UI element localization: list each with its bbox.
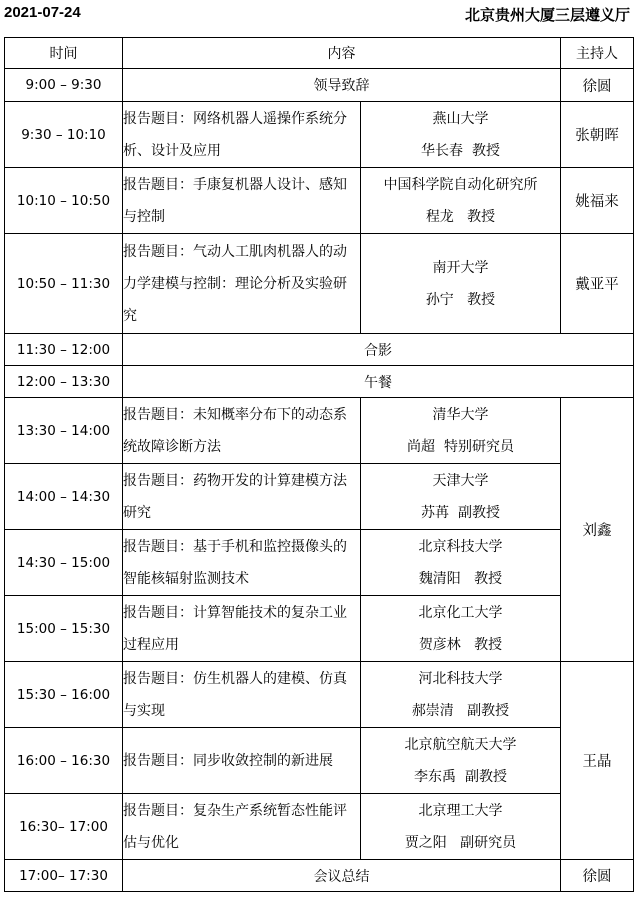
topic-prefix: 报告题目： [123,538,193,555]
speaker-org: 河北科技大学 [418,670,503,687]
speaker-name: 华长春 教授 [421,142,500,159]
topic-cell [123,102,361,168]
speaker-cell [361,530,561,596]
host-cell: 张朝晖 [561,102,634,168]
event-title: 领导致辞 [123,69,561,102]
host-cell: 王晶 [561,662,634,860]
event-title: 午餐 [123,366,634,398]
topic-title: 网络机器人遥操作系统分析、设计及应用 [123,110,347,159]
lunch-row [5,366,634,398]
topic-cell [123,530,361,596]
time-cell: 11:30 – 12:00 [5,334,123,366]
topic-title: 仿生机器人的建模、仿真与实现 [123,670,347,719]
speaker-cell [361,794,561,860]
time-cell: 13:30 – 14:00 [5,398,123,464]
topic-title: 未知概率分布下的动态系统故障诊断方法 [123,406,347,455]
speaker-cell [361,168,561,234]
col-header-time: 时间 [5,38,123,69]
talk-row [5,596,634,662]
topic-cell [123,596,361,662]
speaker-cell [361,728,561,794]
time-cell: 10:50 – 11:30 [5,234,123,334]
talk-row [5,102,634,168]
closing-row [5,860,634,892]
event-title: 合影 [123,334,634,366]
host-cell: 刘鑫 [561,398,634,662]
speaker-name: 贾之阳 副研究员 [404,834,517,851]
speaker-cell [361,102,561,168]
topic-cell [123,168,361,234]
topic-title: 同步收敛控制的新进展 [193,752,333,769]
speaker-cell [361,596,561,662]
topic-prefix: 报告题目： [123,110,193,127]
agenda-venue: 北京贵州大厦三层遵义厅 [464,6,630,24]
photo-row [5,334,634,366]
speaker-org: 北京理工大学 [418,802,503,819]
talk-row [5,398,634,464]
speaker-name: 孙宁 教授 [425,291,496,308]
speaker-name: 程龙 教授 [425,208,496,225]
col-header-content: 内容 [123,38,561,69]
topic-cell [123,234,361,334]
speaker-org: 北京航空航天大学 [404,736,517,753]
topic-prefix: 报告题目： [123,472,193,489]
topic-cell [123,794,361,860]
host-cell: 姚福来 [561,168,634,234]
topic-title: 复杂生产系统暂态性能评估与优化 [123,802,347,851]
agenda-date: 2021-07-24 [4,4,81,21]
speaker-org: 清华大学 [432,406,489,423]
topic-title: 药物开发的计算建模方法研究 [123,472,347,521]
topic-prefix: 报告题目： [123,670,193,687]
time-cell: 14:30 – 15:00 [5,530,123,596]
time-cell: 10:10 – 10:50 [5,168,123,234]
topic-prefix: 报告题目： [123,802,193,819]
host-cell: 徐圆 [561,69,634,102]
speaker-cell [361,464,561,530]
speaker-cell [361,398,561,464]
talk-row [5,794,634,860]
host-cell: 徐圆 [561,860,634,892]
speaker-name: 魏清阳 教授 [418,570,503,587]
topic-prefix: 报告题目： [123,243,193,260]
speaker-org: 中国科学院自动化研究所 [383,176,538,193]
topic-title: 气动人工肌肉机器人的动力学建模与控制：理论分析及实验研究 [123,243,347,324]
speaker-name: 李东禹 副教授 [414,768,507,785]
topic-cell [123,398,361,464]
time-cell: 16:30– 17:00 [5,794,123,860]
talk-row [5,728,634,794]
time-cell: 9:30 – 10:10 [5,102,123,168]
topic-title: 基于手机和监控摄像头的智能核辐射监测技术 [123,538,347,587]
talk-row [5,464,634,530]
time-cell: 15:30 – 16:00 [5,662,123,728]
talk-row [5,662,634,728]
speaker-org: 天津大学 [432,472,489,489]
header-row [5,38,634,69]
speaker-org: 北京化工大学 [418,604,503,621]
topic-cell [123,662,361,728]
speaker-org: 北京科技大学 [418,538,503,555]
col-header-host: 主持人 [561,38,634,69]
time-cell: 14:00 – 14:30 [5,464,123,530]
topic-prefix: 报告题目： [123,406,193,423]
host-cell: 戴亚平 [561,234,634,334]
speaker-org: 南开大学 [432,259,489,276]
speaker-name: 苏苒 副教授 [421,504,500,521]
time-cell: 15:00 – 15:30 [5,596,123,662]
topic-prefix: 报告题目： [123,752,193,769]
schedule-table [4,37,634,892]
talk-row [5,168,634,234]
topic-cell [123,728,361,794]
speaker-org: 燕山大学 [432,110,489,127]
speaker-name: 郝崇清 副教授 [411,702,510,719]
event-title: 会议总结 [123,860,561,892]
time-cell: 16:00 – 16:30 [5,728,123,794]
topic-title: 手康复机器人设计、感知与控制 [123,176,347,225]
talk-row [5,530,634,596]
topic-prefix: 报告题目： [123,604,193,621]
time-cell: 12:00 – 13:30 [5,366,123,398]
topic-cell [123,464,361,530]
time-cell: 9:00 – 9:30 [5,69,123,102]
speaker-cell [361,662,561,728]
topic-prefix: 报告题目： [123,176,193,193]
speaker-name: 贺彦林 教授 [418,636,503,653]
speaker-cell [361,234,561,334]
talk-row [5,234,634,334]
time-cell: 17:00– 17:30 [5,860,123,892]
opening-row [5,69,634,102]
speaker-name: 尚超 特别研究员 [407,438,514,455]
topic-title: 计算智能技术的复杂工业过程应用 [123,604,347,653]
